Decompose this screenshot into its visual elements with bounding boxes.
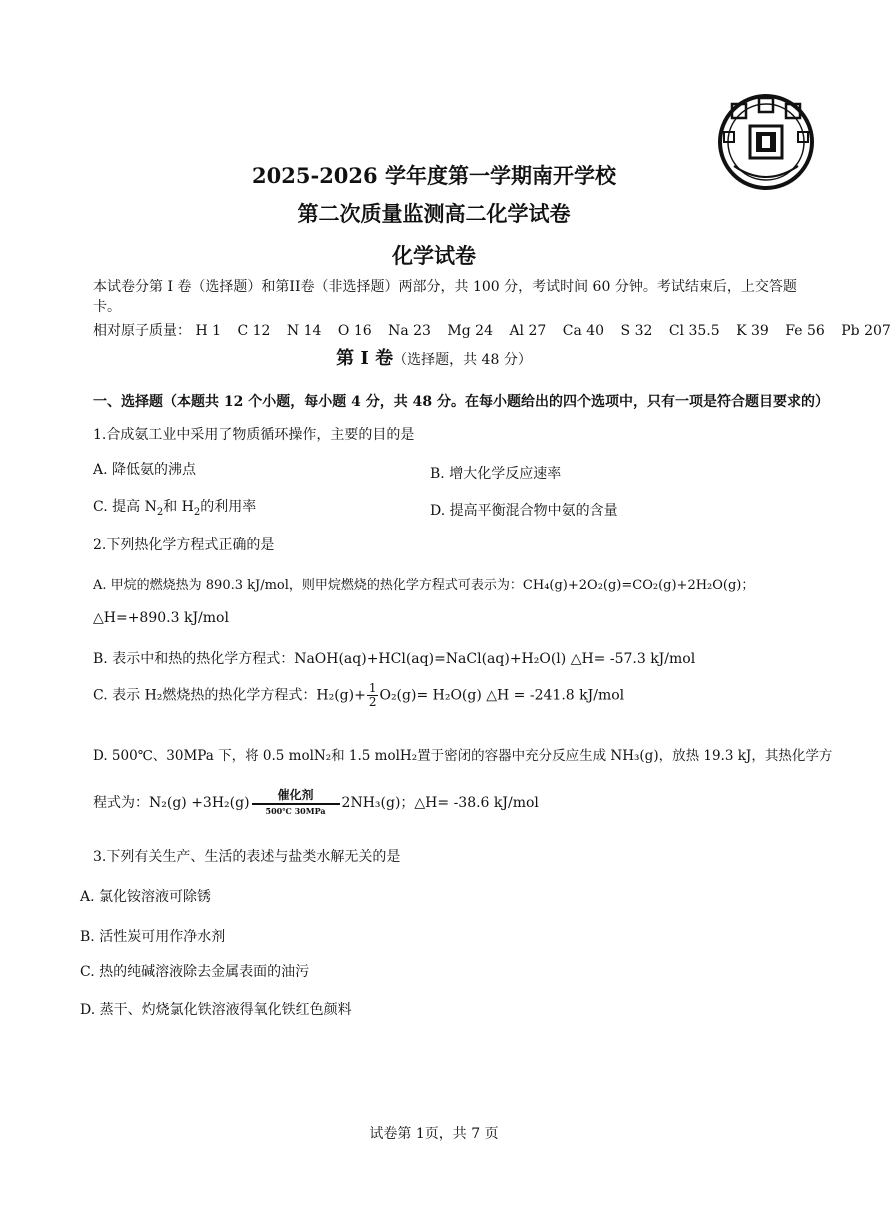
exam-instructions: 本试卷分第 I 卷（选择题）和第II卷（非选择题）两部分，共 100 分，考试时间 60 分钟。考试结束后，上交答题卡。	[93, 279, 797, 315]
question-1-option-a: A. 降低氨的沸点	[93, 462, 197, 478]
atomic-mass-item: H 1	[195, 323, 222, 339]
reaction-conditions: 500℃ 30MPa	[265, 806, 326, 816]
reaction-arrow	[252, 788, 340, 818]
atomic-mass-item: Al 27	[509, 323, 547, 339]
atomic-mass-item: Ca 40	[562, 323, 605, 339]
question-2-option-d-line1: D. 500℃、30MPa 下，将 0.5 molN₂和 1.5 molH₂置于密闭的容器中充分反应生成 NH₃(g)，放热 19.3 kJ，其热化学方	[93, 748, 833, 764]
question-3-option-d: D. 蒸干、灼烧氯化铁溶液得氧化铁红色颜料	[80, 1002, 352, 1018]
volume-heading	[0, 344, 868, 370]
question-1-stem: 1.合成氨工业中采用了物质循环操作，主要的目的是	[93, 427, 415, 443]
exam-title-line1: 2025-2026 学年度第一学期南开学校	[252, 163, 616, 188]
atomic-masses	[93, 320, 891, 340]
question-2-stem: 2.下列热化学方程式正确的是	[93, 537, 275, 553]
question-3-stem: 3.下列有关生产、生活的表述与盐类水解无关的是	[93, 849, 401, 865]
fraction-one-half: $\frac{1}{2}$	[368, 681, 377, 709]
question-1-option-b: B. 增大化学反应速率	[430, 466, 562, 482]
q1-c-part2: 和 H	[163, 499, 194, 515]
atomic-masses-label: 相对原子质量：	[93, 323, 191, 339]
atomic-mass-item: Mg 24	[447, 323, 493, 339]
question-3-option-c: C. 热的纯碱溶液除去金属表面的油污	[80, 964, 310, 980]
atomic-mass-item: N 14	[286, 323, 322, 339]
atomic-mass-item: O 16	[337, 323, 372, 339]
question-2-option-a-line1: A. 甲烷的燃烧热为 890.3 kJ/mol，则甲烷燃烧的热化学方程式可表示为：CH₄(g)+2O₂(g)=CO₂(g)+2H₂O(g)；	[93, 578, 755, 593]
exam-subject-title: 化学试卷	[392, 243, 476, 268]
question-2-option-c	[93, 682, 624, 709]
question-2-option-a-line2: △H=+890.3 kJ/mol	[93, 610, 229, 626]
volume-title: 第 I 卷	[336, 348, 394, 369]
exam-title-line2: 第二次质量监测高二化学试卷	[297, 201, 571, 226]
atomic-mass-item: S 32	[620, 323, 653, 339]
atomic-mass-item: C 12	[237, 323, 271, 339]
question-3-option-b: B. 活性炭可用作净水剂	[80, 929, 226, 945]
atomic-mass-item: K 39	[736, 323, 769, 339]
atomic-mass-item: Fe 56	[785, 323, 825, 339]
atomic-mass-item: Cl 35.5	[668, 323, 720, 339]
q2-d-part2: 2NH₃(g)；△H= -38.6 kJ/mol	[341, 795, 539, 811]
q2-c-part1: C. 表示 H₂燃烧热的热化学方程式：H₂(g)+	[93, 687, 366, 704]
q2-c-part2: O₂(g)= H₂O(g) △H = -241.8 kJ/mol	[379, 687, 625, 704]
volume-subtitle: （选择题，共 48 分）	[393, 352, 532, 368]
question-3-option-a: A. 氯化铵溶液可除锈	[80, 889, 212, 905]
q2-d-part1: 程式为：N₂(g) +3H₂(g)	[93, 795, 250, 811]
question-1-option-d: D. 提高平衡混合物中氨的含量	[430, 503, 618, 519]
atomic-mass-item: Pb 207	[841, 323, 891, 339]
question-2-option-d-line2	[93, 788, 539, 818]
q1-c-part3: 的利用率	[200, 499, 257, 515]
question-1-option-c: C. 提高 $N_2$和 $H_2$的利用率	[93, 499, 257, 518]
question-2-option-b: B. 表示中和热的热化学方程式：NaOH(aq)+HCl(aq)=NaCl(aq)+H₂O(l) △H= -57.3 kJ/mol	[93, 651, 696, 667]
catalyst-label: 催化剂	[277, 788, 314, 802]
page-footer: 试卷第 1页，共 7 页	[369, 1126, 499, 1142]
section-heading: 一、选择题（本题共 12 个小题，每小题 4 分，共 48 分。在每小题给出的四个选项中，只有一项是符合题目要求的）	[93, 394, 829, 410]
atomic-mass-item: Na 23	[388, 323, 431, 339]
q1-c-part1: C. 提高 N	[93, 499, 157, 515]
